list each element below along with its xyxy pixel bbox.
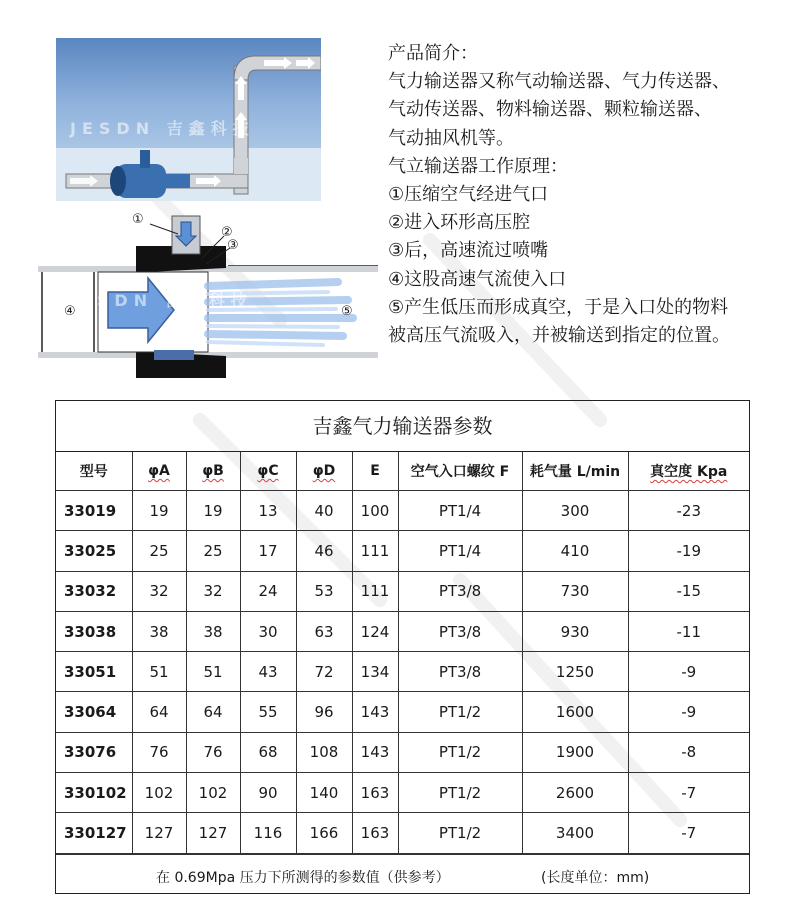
cell-model: 33051 xyxy=(56,652,132,692)
cell: 64 xyxy=(186,692,240,732)
intro-desc-line: 气动抽风机等。 xyxy=(388,127,514,149)
cell: 64 xyxy=(132,692,186,732)
cell: 3400 xyxy=(522,813,628,853)
table-row xyxy=(56,491,749,531)
product-intro xyxy=(388,40,788,350)
cell-model: 33038 xyxy=(56,611,132,651)
cell: PT1/2 xyxy=(398,773,522,813)
cell: 108 xyxy=(296,732,352,772)
callout-1: ① xyxy=(132,212,144,227)
cell: 25 xyxy=(186,531,240,571)
cell: 25 xyxy=(132,531,186,571)
header-model: 型号 xyxy=(56,452,132,491)
header-vacuum: 真空度 Kpa xyxy=(628,452,749,491)
table-title: 吉鑫气力输送器参数 xyxy=(56,401,749,452)
cell: 143 xyxy=(352,692,398,732)
cell: 51 xyxy=(186,652,240,692)
cell: 53 xyxy=(296,571,352,611)
cell: 32 xyxy=(186,571,240,611)
cell: PT1/4 xyxy=(398,531,522,571)
header-e: E xyxy=(352,452,398,491)
cell: 38 xyxy=(186,611,240,651)
cell: -11 xyxy=(628,611,749,651)
cell: 143 xyxy=(352,732,398,772)
cell: 46 xyxy=(296,531,352,571)
cell: 100 xyxy=(352,491,398,531)
table-row xyxy=(56,531,749,571)
cell: 102 xyxy=(186,773,240,813)
table-row xyxy=(56,773,749,813)
cell: 124 xyxy=(352,611,398,651)
cell: -23 xyxy=(628,491,749,531)
cell: 76 xyxy=(132,732,186,772)
principle-step: 被高压气流吸入，并被输送到指定的位置。 xyxy=(388,325,730,347)
conveyor-photo xyxy=(56,38,321,201)
intro-heading: 产品简介： xyxy=(388,43,478,64)
cell: 43 xyxy=(240,652,296,692)
cell: PT1/2 xyxy=(398,732,522,772)
header-phi-c: φC xyxy=(240,452,296,491)
param-grid xyxy=(56,452,749,854)
cell: 90 xyxy=(240,773,296,813)
cell-model: 33019 xyxy=(56,491,132,531)
cell: 1250 xyxy=(522,652,628,692)
unit-note: (长度单位：mm) xyxy=(541,869,650,886)
cell: -7 xyxy=(628,813,749,853)
principle-step: ②进入环形高压腔 xyxy=(388,212,531,234)
table-row xyxy=(56,732,749,772)
cell: 163 xyxy=(352,813,398,853)
cell: 300 xyxy=(522,491,628,531)
callout-5: ⑤ xyxy=(341,304,353,319)
cell: PT3/8 xyxy=(398,652,522,692)
cell: 410 xyxy=(522,531,628,571)
principle-step: ⑤产生低压而形成真空，于是入口处的物料 xyxy=(388,296,729,318)
cell: 68 xyxy=(240,732,296,772)
principle-step: ③后，高速流过喷嘴 xyxy=(388,240,549,262)
cell: -19 xyxy=(628,531,749,571)
cell: PT1/2 xyxy=(398,813,522,853)
principle-heading: 气立输送器工作原理： xyxy=(388,155,568,177)
principle-step: ④这股高速气流使入口 xyxy=(388,268,567,290)
cell: 102 xyxy=(132,773,186,813)
cell: -9 xyxy=(628,692,749,732)
cell: -7 xyxy=(628,773,749,813)
cell: 13 xyxy=(240,491,296,531)
cell: 55 xyxy=(240,692,296,732)
cell: -8 xyxy=(628,732,749,772)
table-row xyxy=(56,611,749,651)
principle-step: ①压缩空气经进气口 xyxy=(388,184,549,206)
header-air-inlet: 空气入口螺纹 F xyxy=(398,452,522,491)
svg-text:JESDN 吉鑫科技: JESDN 吉鑫科技 xyxy=(70,119,255,138)
cell-model: 33076 xyxy=(56,732,132,772)
cell: 32 xyxy=(132,571,186,611)
cell: 163 xyxy=(352,773,398,813)
callout-4: ④ xyxy=(64,304,76,319)
table-row xyxy=(56,692,749,732)
working-principle-diagram xyxy=(38,206,378,378)
cell: PT1/2 xyxy=(398,692,522,732)
cell: 96 xyxy=(296,692,352,732)
cell: 730 xyxy=(522,571,628,611)
cell: 38 xyxy=(132,611,186,651)
header-air-consumption: 耗气量 L/min xyxy=(522,452,628,491)
cell: 19 xyxy=(132,491,186,531)
cell: PT3/8 xyxy=(398,571,522,611)
cell: 930 xyxy=(522,611,628,651)
cell: 40 xyxy=(296,491,352,531)
table-row xyxy=(56,571,749,611)
intro-desc-line: 气动传送器、物料输送器、颗粒输送器、 xyxy=(388,99,712,121)
table-row xyxy=(56,652,749,692)
cell-model: 33032 xyxy=(56,571,132,611)
cell: 2600 xyxy=(522,773,628,813)
cell: 134 xyxy=(352,652,398,692)
cell: 111 xyxy=(352,531,398,571)
cell: 127 xyxy=(186,813,240,853)
table-footer xyxy=(56,854,749,897)
parameter-table xyxy=(55,400,750,894)
header-phi-a: φA xyxy=(132,452,186,491)
cell: 1600 xyxy=(522,692,628,732)
pressure-note: 在 0.69Mpa 压力下所测得的参数值（供参考） xyxy=(156,869,450,886)
header-phi-b: φB xyxy=(186,452,240,491)
cell: 17 xyxy=(240,531,296,571)
cell: -9 xyxy=(628,652,749,692)
intro-desc-line: 气力输送器又称气动输送器、气力传送器、 xyxy=(388,71,730,93)
svg-text:JESDN 吉鑫科技: JESDN 吉鑫科技 xyxy=(68,291,253,310)
cell: 63 xyxy=(296,611,352,651)
cell: PT1/4 xyxy=(398,491,522,531)
cell: 116 xyxy=(240,813,296,853)
cell: 76 xyxy=(186,732,240,772)
cell: PT3/8 xyxy=(398,611,522,651)
cell-model: 330127 xyxy=(56,813,132,853)
callout-2: ② xyxy=(221,225,233,240)
cell: -15 xyxy=(628,571,749,611)
cell: 19 xyxy=(186,491,240,531)
cell: 140 xyxy=(296,773,352,813)
table-row xyxy=(56,813,749,853)
cell: 72 xyxy=(296,652,352,692)
header-phi-d: φD xyxy=(296,452,352,491)
cell: 30 xyxy=(240,611,296,651)
cell: 166 xyxy=(296,813,352,853)
cell: 51 xyxy=(132,652,186,692)
cell: 24 xyxy=(240,571,296,611)
cell: 127 xyxy=(132,813,186,853)
table-header-row xyxy=(56,452,749,491)
cell-model: 33025 xyxy=(56,531,132,571)
cell: 1900 xyxy=(522,732,628,772)
cell: 111 xyxy=(352,571,398,611)
cell-model: 33064 xyxy=(56,692,132,732)
callout-3: ③ xyxy=(227,238,239,253)
cell-model: 330102 xyxy=(56,773,132,813)
